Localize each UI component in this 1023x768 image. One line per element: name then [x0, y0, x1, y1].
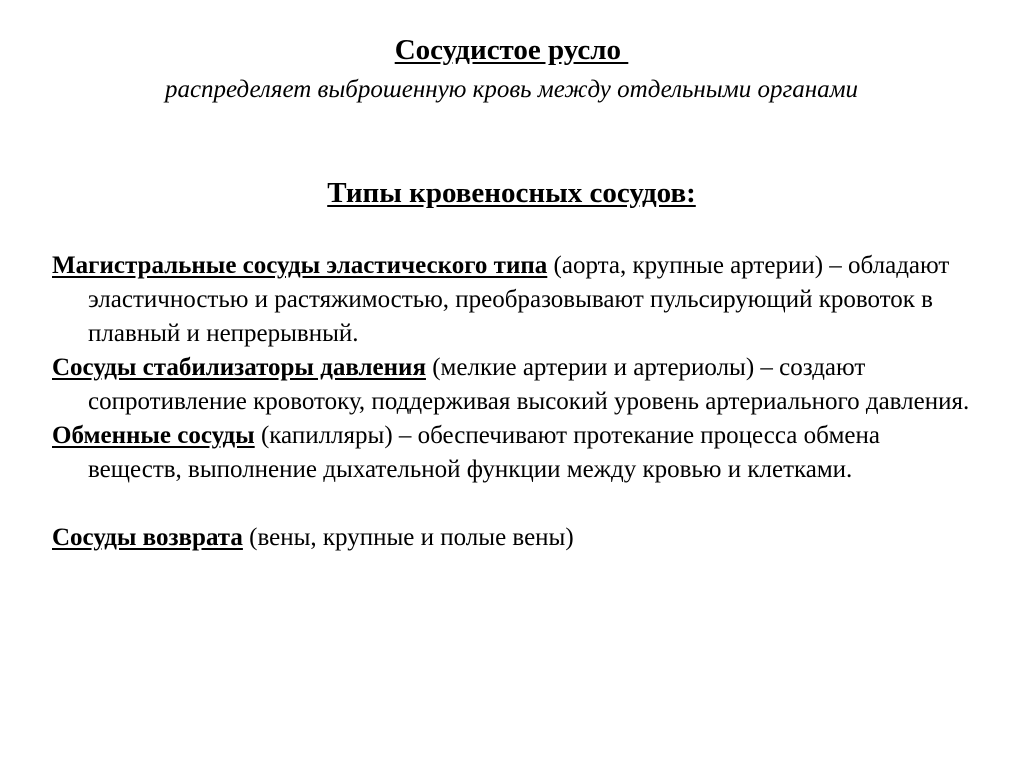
slide-subtitle: распределяет выброшенную кровь между отдельными органами — [164, 76, 859, 103]
item-term: Магистральные сосуды эластического типа — [52, 252, 548, 279]
vessel-types-list — [52, 249, 972, 555]
item-term: Сосуды возврата — [52, 524, 243, 551]
section-heading — [0, 174, 1023, 212]
slide-title-text: Сосудистое русло — [394, 34, 629, 66]
item-term: Сосуды стабилизаторы давления — [52, 354, 426, 381]
list-item-return-vessels — [52, 521, 972, 555]
item-description: (вены, крупные и полые вены) — [242, 524, 574, 551]
item-description: (мелкие артерии и артериолы) – создают сопротивление кровотоку, поддерживая высокий уровень артериального давления. — [88, 354, 970, 415]
list-item-pressure-stabilizers — [52, 351, 972, 419]
list-item-exchange-vessels — [52, 419, 972, 487]
section-heading-text: Типы кровеносных сосудов: — [327, 177, 696, 209]
item-description: (капилляры) – обеспечивают протекание процесса обмена веществ, выполнение дыхательной функции между кровью и клетками. — [88, 422, 880, 483]
item-term: Обменные сосуды — [52, 422, 255, 449]
list-item-elastic-vessels — [52, 249, 972, 351]
slide-title — [0, 32, 1023, 68]
item-description: (аорта, крупные артерии) – обладают эластичностью и растяжимостью, преобразовывают пульсирующий кровоток в плавный и непрерывный. — [88, 252, 950, 347]
